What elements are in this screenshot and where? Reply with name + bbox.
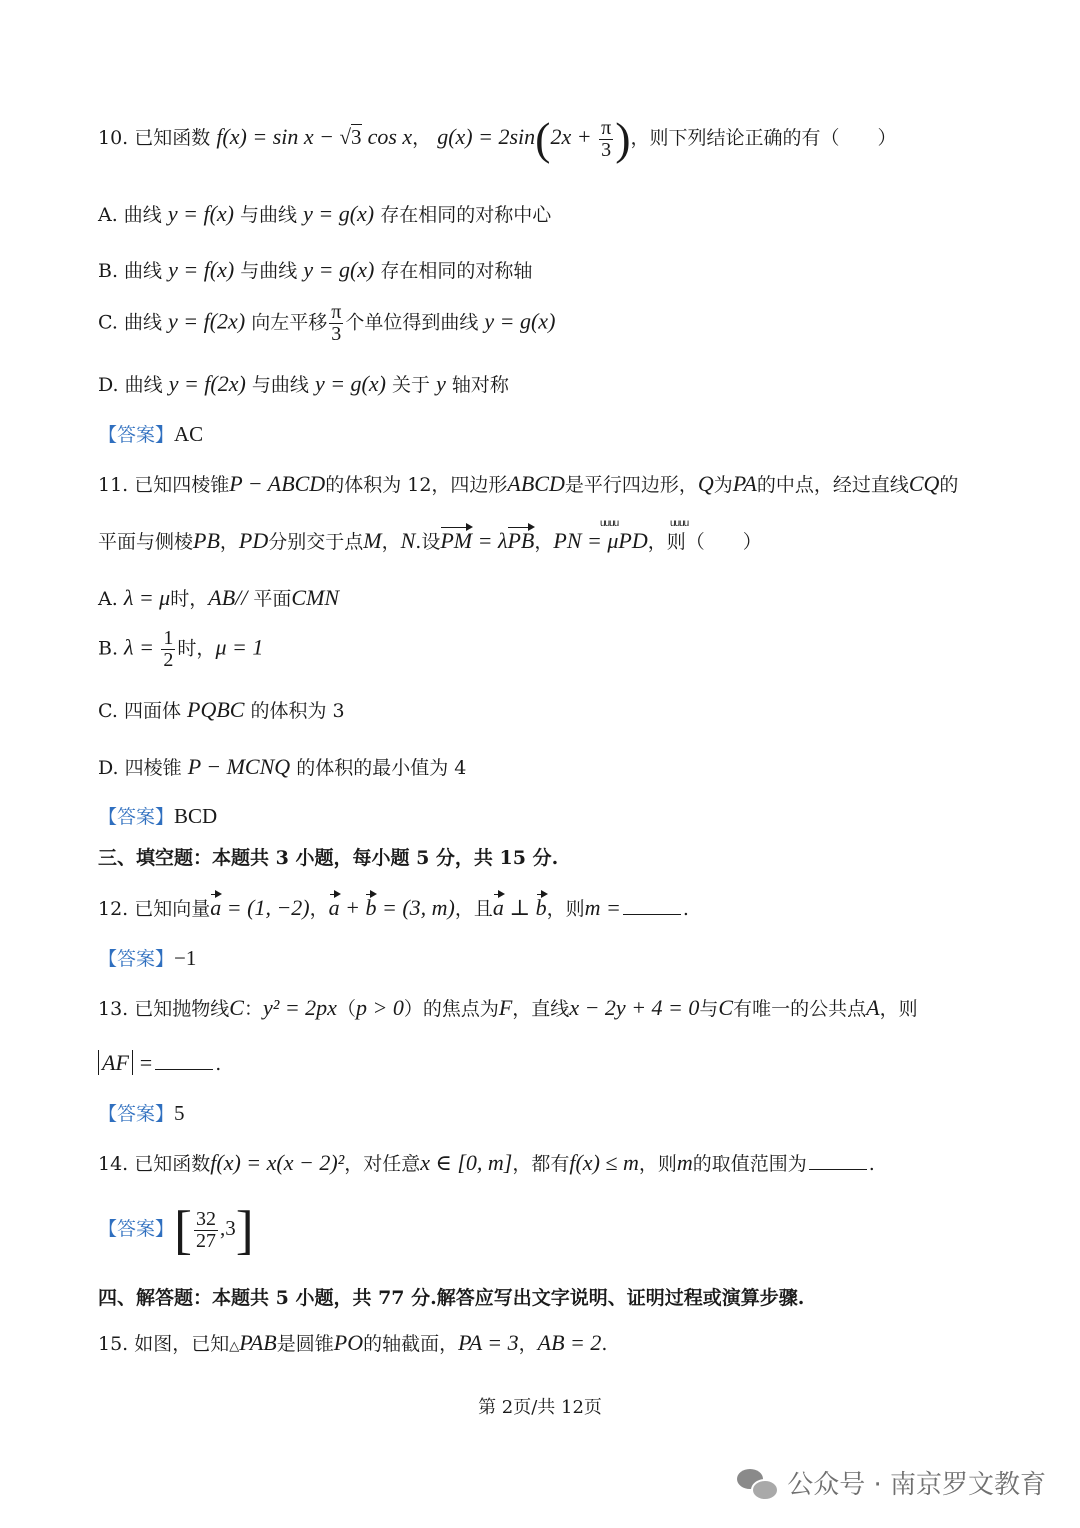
absolute-value: AF — [98, 1050, 133, 1075]
sqrt-sign: √ — [339, 125, 352, 149]
q11-answer — [98, 804, 217, 829]
answer-tag: 【答案】 — [98, 1103, 175, 1125]
q10-stem: 10. 已知函数 f(x) = sin x − √3 cos x， g(x) = 2sin(2x + $\frac{\pi}{3}$ )，则下列结论正确的有（ ） — [98, 113, 897, 164]
artifact-mark: uuuu — [670, 518, 689, 529]
q11-option-c: C. 四面体 PQBC 的体积为 3 — [98, 697, 345, 722]
answer-value: BCD — [174, 804, 218, 828]
q13-stem-line1: 13. 已知抛物线C：y² = 2px（p > 0）的焦点为F，直线x − 2y + 4 = 0与C有唯一的公共点A，则 — [98, 995, 918, 1020]
pi-over-3: $\frac{\pi}{3}$ — [601, 116, 612, 161]
answer-value: 5 — [174, 1101, 185, 1125]
q10-option-b: B. 曲线 y = f(x) 与曲线 y = g(x) 存在相同的对称轴 — [98, 257, 533, 282]
q13-stem-line2: AF = . — [98, 1050, 221, 1076]
section-heading-4: 四、解答题：本题共 5 小题，共 77 分.解答应写出文字说明、证明过程或演算步骤. — [98, 1287, 805, 1309]
answer-tag: 【答案】 — [98, 424, 175, 446]
watermark — [737, 1464, 1046, 1501]
q14-stem: 14. 已知函数f(x) = x(x − 2)²，对任意x ∈ [0, m]，都有f(x) ≤ m，则m的取值范围为 . — [98, 1150, 875, 1175]
triangle-symbol: △ — [229, 1339, 240, 1354]
q15-stem: 15. 如图，已知△PAB是圆锥PO的轴截面，PA = 3，AB = 2. — [98, 1330, 608, 1355]
answer-tag: 【答案】 — [98, 948, 175, 970]
answer-tag: 【答案】 — [98, 1218, 175, 1240]
q11-option-a: A. λ = μ时，AB// 平面CMN — [98, 585, 340, 610]
q12-stem: 12. 已知向量a = (1, −2)，a + b = (3, m)，且a ⊥ b，则m = . — [98, 895, 689, 920]
answer-tag: 【答案】 — [98, 806, 175, 828]
artifact-mark: uuuu — [600, 518, 619, 529]
fraction: $\frac{\pi}{3}$ — [331, 301, 342, 345]
answer-blank — [623, 914, 681, 915]
answer-value: −1 — [174, 946, 197, 970]
section-heading-3: 三、填空题：本题共 3 小题，每小题 5 分，共 15 分. — [98, 847, 559, 869]
vector-pb: PB — [507, 528, 535, 553]
fraction: $\frac{32}{27}$ — [196, 1207, 216, 1252]
vector-b: b — [535, 895, 547, 920]
q10-option-c: C. 曲线 y = f(2x) 向左平移 $\frac{\pi}{3}$ 个单位得到曲线 y = g(x) — [98, 301, 556, 345]
q11-stem-line1: 11. 已知四棱锥P − ABCD的体积为 12，四边形ABCD是平行四边形，Q为PA的中点，经过直线CQ的 — [98, 471, 959, 496]
vector-a: a — [492, 895, 504, 920]
answer-value: AC — [174, 422, 204, 446]
q11-stem-line2: 平面与侧棱PB，PD分别交于点M，N.设PM = λPB，PN = μPD，则（ ） — [98, 528, 762, 553]
vector-a: a — [210, 895, 222, 920]
page-footer: 第 2页/共 12页 — [478, 1397, 602, 1418]
fraction: $\frac{1}{2}$ — [163, 627, 174, 671]
wechat-icon — [737, 1467, 777, 1499]
answer-blank — [155, 1069, 213, 1070]
q14-answer: 【答案】[ $\frac{32}{27}$ ,3] — [98, 1200, 254, 1260]
vector-b: b — [365, 895, 377, 920]
q12-answer — [98, 946, 196, 971]
watermark-text: 公众号 · 南京罗文教育 — [787, 1470, 1046, 1500]
q10-answer — [98, 422, 203, 447]
q10-option-a: A. 曲线 y = f(x) 与曲线 y = g(x) 存在相同的对称中心 — [98, 201, 552, 226]
answer-blank — [809, 1169, 867, 1170]
vector-a: a — [328, 895, 340, 920]
q13-answer — [98, 1101, 185, 1126]
vector-pm: PM — [440, 528, 473, 553]
q11-option-d: D. 四棱锥 P − MCNQ 的体积的最小值为 4 — [98, 754, 467, 779]
q11-option-b: B. λ = $\frac{1}{2}$ 时，μ = 1 — [98, 627, 264, 671]
q10-option-d: D. 曲线 y = f(2x) 与曲线 y = g(x) 关于 y 轴对称 — [98, 371, 509, 396]
